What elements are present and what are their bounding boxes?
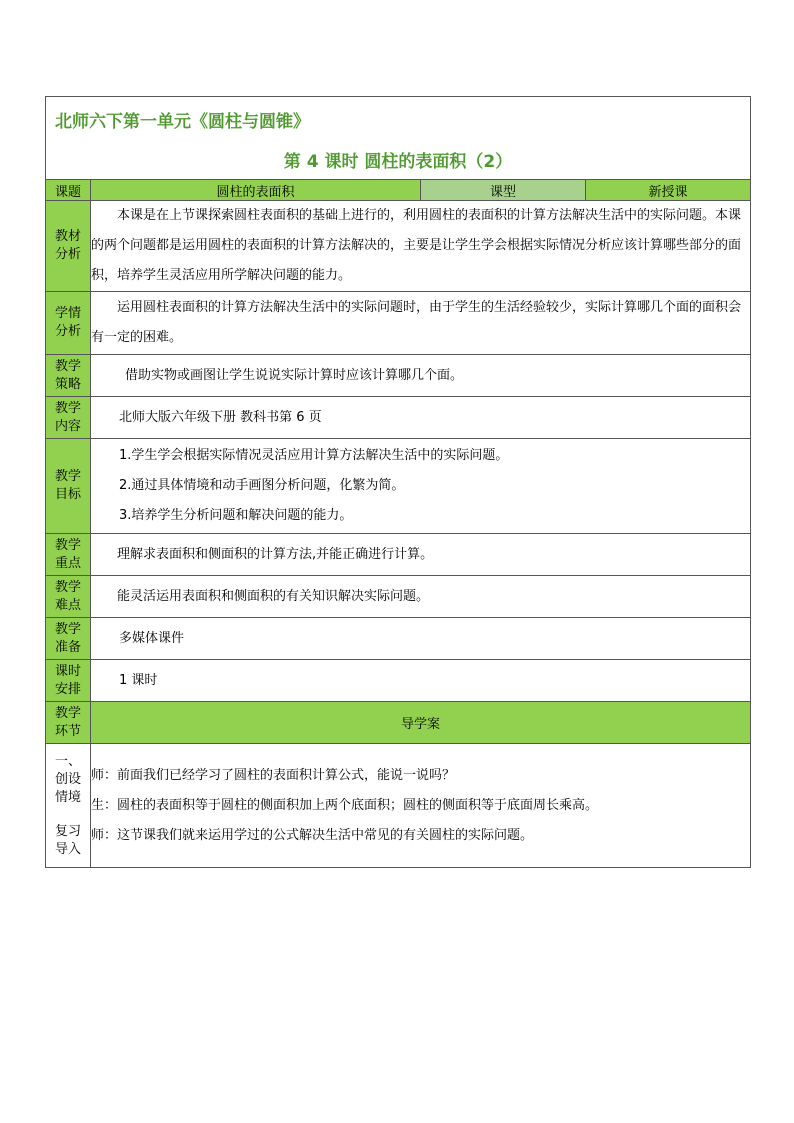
lesson-plan-table (45, 96, 751, 868)
hours-content: 1 课时 (91, 660, 751, 702)
goals-content (91, 439, 751, 534)
type-label: 课型 (421, 180, 586, 201)
content-row (46, 397, 751, 439)
goal-item: 1.学生学会根据实际情况灵活应用计算方法解决生活中的实际问题。 (119, 448, 509, 463)
dialogue-line: 师：这节课我们就来运用学过的公式解决生活中常见的有关圆柱的实际问题。 (91, 827, 534, 843)
type-value: 新授课 (586, 180, 751, 201)
steps-row (46, 702, 751, 744)
steps-label: 教学 环节 (46, 702, 91, 744)
strategy-row (46, 355, 751, 397)
topic-label: 课题 (46, 180, 91, 201)
step1-content (91, 744, 751, 868)
difficulty-content: 能灵活运用表面积和侧面积的有关知识解决实际问题。 (91, 576, 751, 618)
prep-label: 教学 准备 (46, 618, 91, 660)
strategy-content: 借助实物或画图让学生说说实际计算时应该计算哪几个面。 (91, 355, 751, 397)
title-cell (46, 97, 751, 180)
goals-row (46, 439, 751, 534)
unit-title: 北师六下第一单元《圆柱与圆锥》 (55, 112, 310, 132)
content-label: 教学 内容 (46, 397, 91, 439)
hours-row (46, 660, 751, 702)
difficulty-row (46, 576, 751, 618)
strategy-label: 教学 策略 (46, 355, 91, 397)
prep-row (46, 618, 751, 660)
difficulty-label: 教学 难点 (46, 576, 91, 618)
material-label: 教材 分析 (46, 201, 91, 292)
hours-label: 课时 安排 (46, 660, 91, 702)
student-content: 运用圆柱表面积的计算方法解决生活中的实际问题时，由于学生的生活经验较少，实际计算哪几个面的面积会有一定的困难。 (91, 292, 751, 355)
key-point-content: 理解求表面积和侧面积的计算方法,并能正确进行计算。 (91, 534, 751, 576)
material-row (46, 201, 751, 292)
content-content: 北师大版六年级下册 教科书第 6 页 (91, 397, 751, 439)
key-point-row (46, 534, 751, 576)
key-point-label: 教学 重点 (46, 534, 91, 576)
step1-label: 一、 创设 情境 复习 导入 (46, 744, 91, 868)
info-row (46, 180, 751, 201)
student-row (46, 292, 751, 355)
topic-value: 圆柱的表面积 (91, 180, 421, 201)
dialogue-line: 生：圆柱的表面积等于圆柱的侧面积加上两个底面积；圆柱的侧面积等于底面周长乘高。 (91, 797, 599, 813)
goal-item: 2.通过具体情境和动手画图分析问题，化繁为简。 (119, 478, 405, 493)
student-label: 学情 分析 (46, 292, 91, 355)
lesson-title: 第 4 课时 圆柱的表面积（2） (283, 152, 513, 172)
goal-item: 3.培养学生分析问题和解决问题的能力。 (119, 508, 353, 523)
steps-value: 导学案 (91, 702, 751, 744)
goals-label: 教学 目标 (46, 439, 91, 534)
title-row (46, 97, 751, 180)
step1-row (46, 744, 751, 868)
material-content: 本课是在上节课探索圆柱表面积的基础上进行的，利用圆柱的表面积的计算方法解决生活中的实际问题。本课的两个问题都是运用圆柱的表面积的计算方法解决的，主要是让学生学会根据实际情况分析应该计算哪些部分的面积，培养学生灵活应用所学解决问题的能力。 (91, 201, 751, 292)
prep-content: 多媒体课件 (91, 618, 751, 660)
dialogue-line: 师：前面我们已经学习了圆柱的表面积计算公式，能说一说吗？ (91, 767, 456, 783)
